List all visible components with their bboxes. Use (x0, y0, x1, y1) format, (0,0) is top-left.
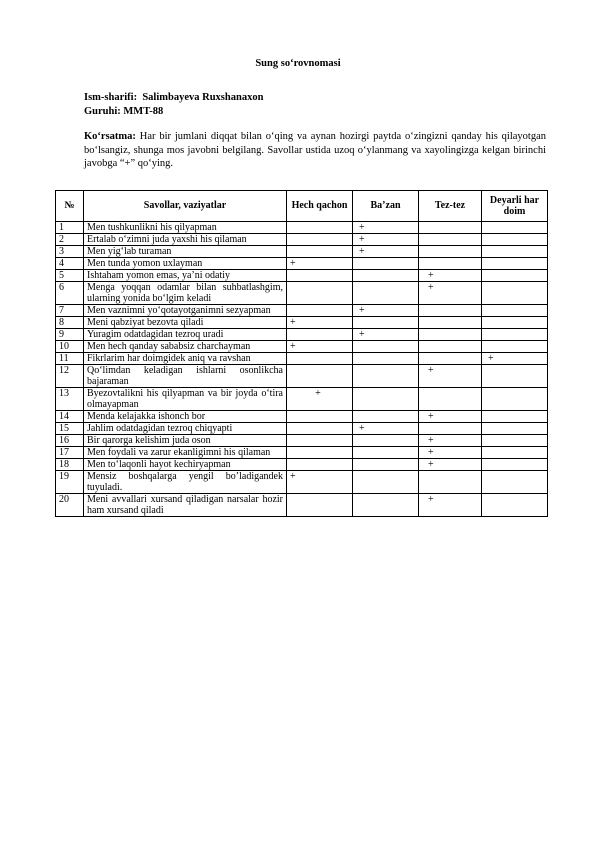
answer-mark: + (359, 222, 365, 233)
cell-often (419, 305, 482, 317)
table-header-row (56, 191, 548, 222)
cell-often (419, 258, 482, 270)
row-question: Men foydali va zarur ekanligimni his qilaman (84, 447, 287, 459)
cell-almost-always (482, 388, 548, 411)
cell-sometimes (353, 353, 419, 365)
row-question: Jahlim odatdagidan tezroq chiqyapti (84, 423, 287, 435)
group-line (84, 106, 163, 117)
group-value: MMT-88 (123, 106, 164, 117)
cell-never (287, 353, 353, 365)
cell-never (287, 447, 353, 459)
cell-often (419, 270, 482, 282)
cell-never (287, 494, 353, 517)
cell-almost-always (482, 353, 548, 365)
table-row (56, 234, 548, 246)
cell-sometimes (353, 317, 419, 329)
cell-often (419, 435, 482, 447)
cell-often (419, 317, 482, 329)
row-question: Qo‘limdan keladigan ishlarni osonlikcha bajaraman (84, 365, 287, 388)
cell-often (419, 411, 482, 423)
table-row (56, 270, 548, 282)
table-body (56, 222, 548, 517)
row-number: 2 (56, 234, 84, 246)
row-number: 1 (56, 222, 84, 234)
cell-often (419, 423, 482, 435)
cell-sometimes (353, 222, 419, 234)
cell-often (419, 341, 482, 353)
cell-never (287, 459, 353, 471)
cell-never (287, 246, 353, 258)
cell-often (419, 447, 482, 459)
answer-mark: + (428, 411, 434, 422)
cell-often (419, 329, 482, 341)
answer-mark: + (488, 353, 494, 364)
answer-mark: + (290, 317, 296, 328)
answer-mark: + (290, 258, 296, 269)
table-row (56, 246, 548, 258)
row-number: 16 (56, 435, 84, 447)
name-line (84, 92, 263, 103)
cell-often (419, 282, 482, 305)
cell-never (287, 365, 353, 388)
cell-never (287, 317, 353, 329)
table-row (56, 411, 548, 423)
table-row (56, 317, 548, 329)
table-row (56, 447, 548, 459)
cell-never (287, 282, 353, 305)
row-number: 13 (56, 388, 84, 411)
cell-sometimes (353, 258, 419, 270)
cell-almost-always (482, 411, 548, 423)
header-often: Tez-tez (419, 191, 482, 222)
row-question: Bir qarorga kelishim juda oson (84, 435, 287, 447)
row-number: 7 (56, 305, 84, 317)
document-title: Sung so‘rovnomasi (255, 58, 341, 69)
cell-almost-always (482, 246, 548, 258)
cell-almost-always (482, 270, 548, 282)
answer-mark: + (428, 435, 434, 446)
survey-table (55, 190, 548, 517)
row-number: 18 (56, 459, 84, 471)
cell-often (419, 246, 482, 258)
cell-often (419, 222, 482, 234)
answer-mark: + (359, 234, 365, 245)
answer-mark: + (359, 423, 365, 434)
cell-sometimes (353, 494, 419, 517)
table-row (56, 388, 548, 411)
answer-mark: + (315, 388, 321, 399)
row-question: Ishtaham yomon emas, ya’ni odatiy (84, 270, 287, 282)
cell-sometimes (353, 234, 419, 246)
table-row (56, 459, 548, 471)
table-row (56, 353, 548, 365)
cell-sometimes (353, 435, 419, 447)
row-question: Meni avvallari xursand qiladigan narsalar hozir ham xursand qiladi (84, 494, 287, 517)
row-question: Ertalab o‘zimni juda yaxshi his qilaman (84, 234, 287, 246)
row-number: 4 (56, 258, 84, 270)
cell-sometimes (353, 341, 419, 353)
row-question: Mensiz boshqalarga yengil bo’ladigandek tuyuladi. (84, 471, 287, 494)
cell-often (419, 459, 482, 471)
row-question: Men to‘laqonli hayot kechiryapman (84, 459, 287, 471)
cell-almost-always (482, 282, 548, 305)
cell-never (287, 270, 353, 282)
row-question: Menga yoqqan odamlar bilan suhbatlashgim, ularning yonida bo‘lgim keladi (84, 282, 287, 305)
group-label: Guruhi: (84, 106, 121, 117)
cell-sometimes (353, 388, 419, 411)
header-almost-always: Deyarli har doim (482, 191, 548, 222)
table-row (56, 258, 548, 270)
table-row (56, 305, 548, 317)
table-row (56, 341, 548, 353)
row-number: 20 (56, 494, 84, 517)
cell-almost-always (482, 471, 548, 494)
cell-never (287, 341, 353, 353)
cell-sometimes (353, 270, 419, 282)
answer-mark: + (428, 282, 434, 293)
cell-often (419, 365, 482, 388)
cell-never (287, 305, 353, 317)
row-number: 14 (56, 411, 84, 423)
cell-almost-always (482, 234, 548, 246)
cell-almost-always (482, 423, 548, 435)
cell-sometimes (353, 365, 419, 388)
cell-never (287, 411, 353, 423)
table-row (56, 494, 548, 517)
instruction-paragraph (84, 130, 546, 171)
cell-never (287, 471, 353, 494)
answer-mark: + (428, 494, 434, 505)
header-never: Hech qachon (287, 191, 353, 222)
cell-never (287, 435, 353, 447)
row-number: 10 (56, 341, 84, 353)
cell-almost-always (482, 341, 548, 353)
row-question: Byezovtalikni his qilyapman va bir joyda o‘tira olmayapman (84, 388, 287, 411)
cell-often (419, 494, 482, 517)
cell-sometimes (353, 305, 419, 317)
row-question: Men tunda yomon uxlayman (84, 258, 287, 270)
header-number: № (56, 191, 84, 222)
row-question: Menda kelajakka ishonch bor (84, 411, 287, 423)
cell-almost-always (482, 459, 548, 471)
answer-mark: + (428, 365, 434, 376)
cell-sometimes (353, 329, 419, 341)
row-number: 3 (56, 246, 84, 258)
cell-sometimes (353, 282, 419, 305)
name-value: Salimbayeva Ruxshanaxon (142, 92, 264, 103)
cell-sometimes (353, 447, 419, 459)
instruction-label: Ko‘rsatma: (84, 131, 136, 142)
cell-never (287, 423, 353, 435)
answer-mark: + (359, 305, 365, 316)
row-question: Men hech qanday sababsiz charchayman (84, 341, 287, 353)
row-question: Men tushkunlikni his qilyapman (84, 222, 287, 234)
row-number: 11 (56, 353, 84, 365)
table-row (56, 329, 548, 341)
cell-never (287, 222, 353, 234)
cell-almost-always (482, 435, 548, 447)
name-label: Ism-sharifi: (84, 92, 138, 103)
row-number: 17 (56, 447, 84, 459)
row-number: 9 (56, 329, 84, 341)
cell-never (287, 234, 353, 246)
answer-mark: + (290, 471, 296, 482)
answer-mark: + (359, 329, 365, 340)
cell-often (419, 234, 482, 246)
cell-almost-always (482, 317, 548, 329)
cell-sometimes (353, 471, 419, 494)
instruction-text: Har bir jumlani diqqat bilan o‘qing va aynan hozirgi paytda o‘zingizni qanday his qilayotgan bo‘lsangiz, shunga mos javobni belgilang. Savollar ustida uzoq o‘ylanmang va xayolingizga kelgan birinchi javobga “+” qo‘ying. (84, 131, 547, 169)
cell-sometimes (353, 423, 419, 435)
cell-never (287, 388, 353, 411)
row-question: Meni qabziyat bezovta qiladi (84, 317, 287, 329)
table-row (56, 423, 548, 435)
row-number: 5 (56, 270, 84, 282)
cell-almost-always (482, 258, 548, 270)
header-question: Savollar, vaziyatlar (84, 191, 287, 222)
table-row (56, 282, 548, 305)
header-sometimes: Ba’zan (353, 191, 419, 222)
cell-often (419, 353, 482, 365)
cell-often (419, 388, 482, 411)
row-number: 8 (56, 317, 84, 329)
cell-almost-always (482, 447, 548, 459)
row-number: 6 (56, 282, 84, 305)
answer-mark: + (428, 270, 434, 281)
table-row (56, 222, 548, 234)
cell-never (287, 258, 353, 270)
cell-almost-always (482, 365, 548, 388)
row-question: Yuragim odatdagidan tezroq uradi (84, 329, 287, 341)
cell-almost-always (482, 305, 548, 317)
answer-mark: + (428, 459, 434, 470)
answer-mark: + (359, 246, 365, 257)
answer-mark: + (428, 447, 434, 458)
table-row (56, 471, 548, 494)
row-number: 15 (56, 423, 84, 435)
row-question: Men vaznimni yo‘qotayotganimni sezyapman (84, 305, 287, 317)
row-question: Men yig‘lab turaman (84, 246, 287, 258)
cell-almost-always (482, 222, 548, 234)
cell-almost-always (482, 494, 548, 517)
cell-often (419, 471, 482, 494)
cell-sometimes (353, 459, 419, 471)
cell-sometimes (353, 246, 419, 258)
cell-never (287, 329, 353, 341)
cell-almost-always (482, 329, 548, 341)
row-question: Fikrlarim har doimgidek aniq va ravshan (84, 353, 287, 365)
cell-sometimes (353, 411, 419, 423)
answer-mark: + (290, 341, 296, 352)
row-number: 19 (56, 471, 84, 494)
table-row (56, 435, 548, 447)
table-row (56, 365, 548, 388)
row-number: 12 (56, 365, 84, 388)
